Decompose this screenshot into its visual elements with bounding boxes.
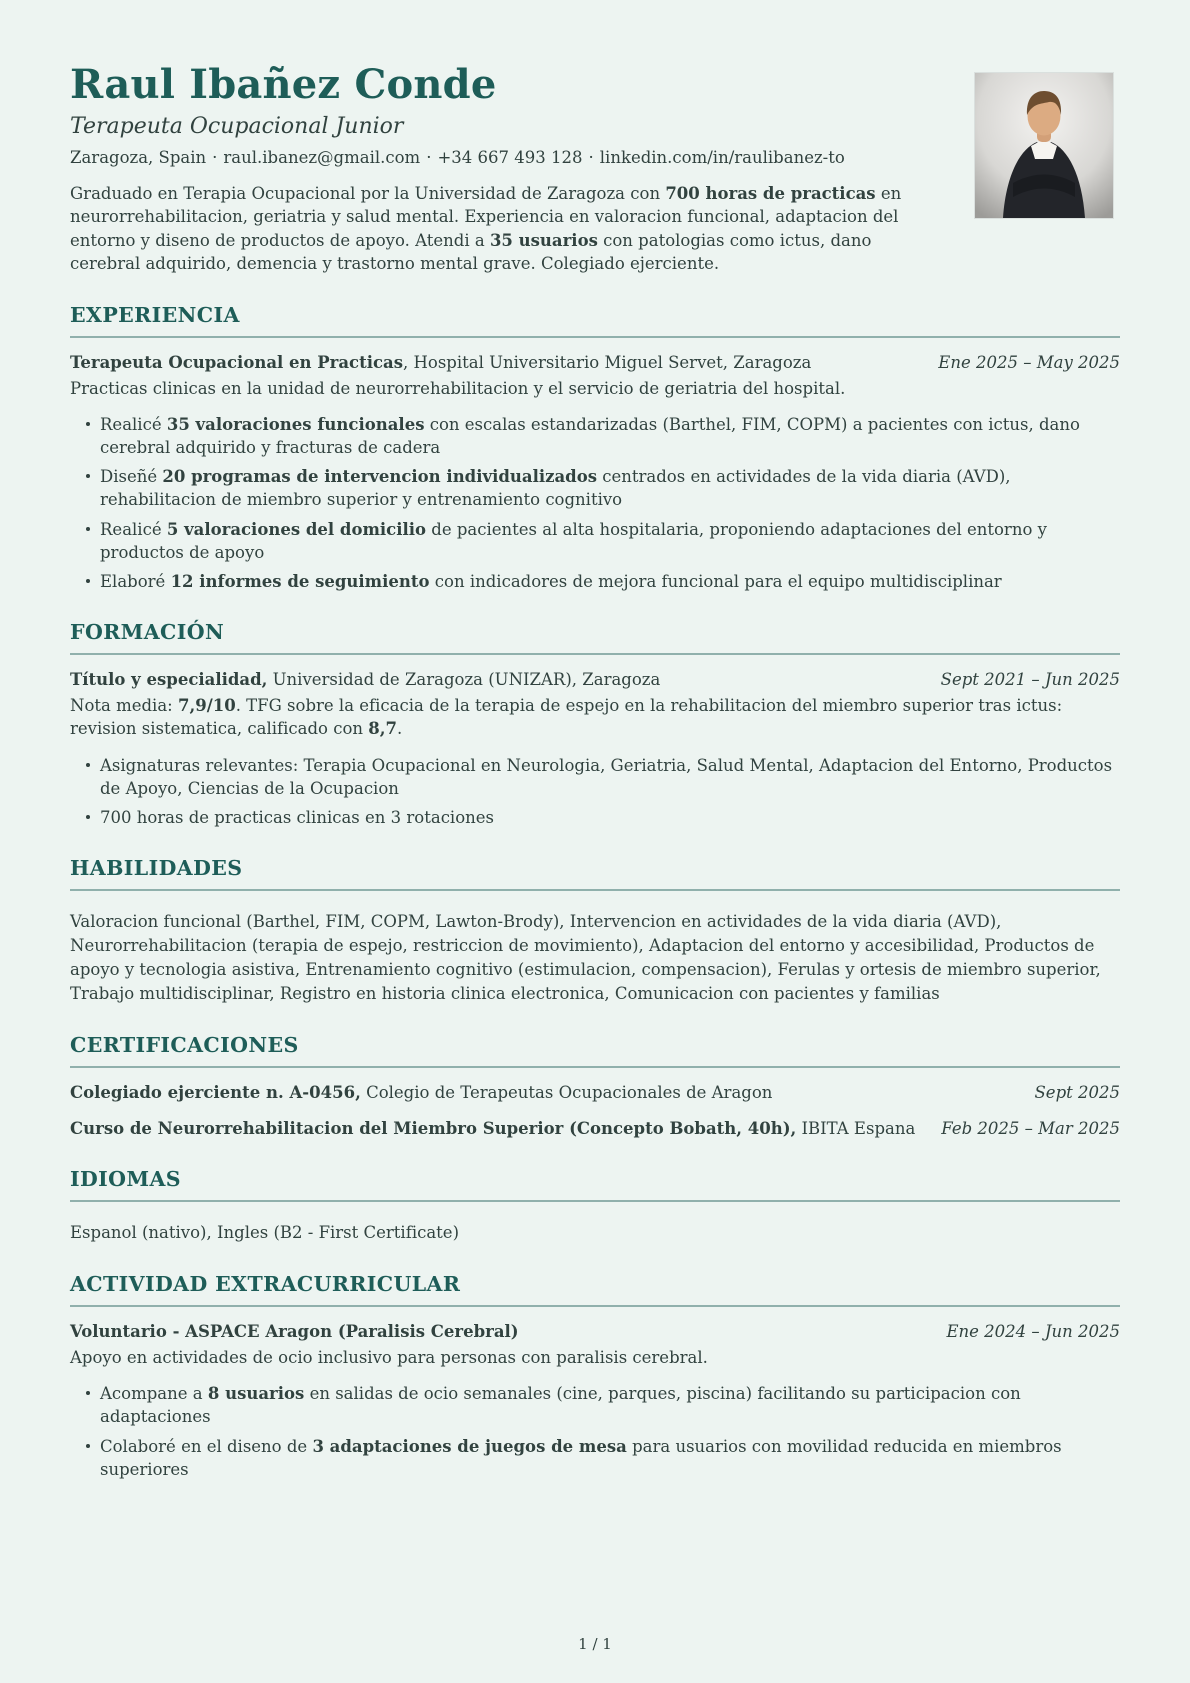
section-formacion: [70, 620, 1120, 829]
section-heading: IDIOMAS: [70, 1167, 1120, 1202]
entry-subtitle: Apoyo en actividades de ocio inclusivo para personas con paralisis cerebral.: [70, 1347, 708, 1367]
bullet-item: Realicé 35 valoraciones funcionales con escalas estandarizadas (Barthel, FIM, COPM) a pacientes con ictus, dano cerebral adquirido y fracturas de cadera: [70, 413, 1120, 459]
contact-line: [70, 148, 1120, 167]
entry-date: Ene 2024 – Jun 2025: [946, 1321, 1120, 1341]
section-heading: CERTIFICACIONES: [70, 1033, 1120, 1068]
bullet-list: [70, 1382, 1120, 1480]
volunteer-entry: [70, 1320, 1120, 1481]
entry-title: Terapeuta Ocupacional en Practicas, Hospital Universitario Miguel Servet, Zaragoza: [70, 352, 812, 372]
profile-photo-image: [975, 73, 1113, 218]
certification-entry: [70, 1117, 1120, 1140]
page-number: 1 / 1: [578, 1635, 612, 1653]
entry-date: Sept 2021 – Jun 2025: [940, 669, 1120, 689]
section-heading: EXPERIENCIA: [70, 303, 1120, 338]
entry-subtitle: Practicas clinicas en la unidad de neurorrehabilitacion y el servicio de geriatria del hospital.: [70, 378, 846, 398]
separator-dot: ·: [426, 148, 432, 167]
languages-paragraph: Espanol (nativo), Ingles (B2 - First Certificate): [70, 1222, 460, 1242]
person-name: Raul Ibañez Conde: [70, 61, 497, 108]
bullet-item: Acompane a 8 usuarios en salidas de ocio semanales (cine, parques, piscina) facilitando su participacion con adaptaciones: [70, 1382, 1120, 1428]
bullet-item: Colaboré en el diseno de 3 adaptaciones de juegos de mesa para usuarios con movilidad reducida en miembros superiores: [70, 1435, 1120, 1481]
section-heading: HABILIDADES: [70, 856, 1120, 891]
entry-header: [70, 668, 1120, 691]
separator-dot: ·: [212, 148, 218, 167]
bullet-item: Diseñé 20 programas de intervencion individualizados centrados en actividades de la vida diaria (AVD), rehabilitacion de miembro superior y entrenamiento cognitivo: [70, 465, 1120, 511]
bullet-list: [70, 413, 1120, 593]
bullet-list: [70, 754, 1120, 829]
bullet-item: Elaboré 12 informes de seguimiento con indicadores de mejora funcional para el equipo multidisciplinar: [70, 570, 1120, 593]
contact-email[interactable]: raul.ibanez@gmail.com: [223, 148, 421, 167]
separator-dot: ·: [588, 148, 594, 167]
entry-header: [70, 351, 1120, 374]
section-habilidades: [70, 856, 1120, 1006]
bullet-item: 700 horas de practicas clinicas en 3 rotaciones: [70, 806, 1120, 829]
entry-title: Colegiado ejerciente n. A-0456, Colegio de Terapeutas Ocupacionales de Aragon: [70, 1082, 773, 1102]
profile-photo: [975, 73, 1113, 218]
entry-date: Feb 2025 – Mar 2025: [941, 1118, 1120, 1138]
section-certificaciones: [70, 1033, 1120, 1140]
entry-title: Curso de Neurorrehabilitacion del Miembro Superior (Concepto Bobath, 40h), IBITA Espana: [70, 1118, 916, 1138]
entry-title: Voluntario - ASPACE Aragon (Paralisis Cerebral): [70, 1321, 519, 1341]
section-experiencia: [70, 303, 1120, 593]
section-actividad-extracurricular: [70, 1272, 1120, 1481]
header: [70, 61, 1120, 276]
entry-title: Título y especialidad, Universidad de Zaragoza (UNIZAR), Zaragoza: [70, 669, 661, 689]
certification-entry: [70, 1081, 1120, 1104]
summary-paragraph: Graduado en Terapia Ocupacional por la Universidad de Zaragoza con 700 horas de practicas en neurorrehabilitacion, geriatria y salud mental. Experiencia en valoracion funcional, adaptacion del entorno y diseno de productos de apoyo. Atendi a 35 usuarios con patologias como ictus, dano cerebral adquirido, demencia y trastorno mental grave. Colegiado ejerciente.: [70, 184, 902, 274]
bullet-item: Asignaturas relevantes: Terapia Ocupacional en Neurologia, Geriatria, Salud Mental, Adaptacion del Entorno, Productos de Apoyo, Ciencias de la Ocupacion: [70, 754, 1120, 800]
bullet-item: Realicé 5 valoraciones del domicilio de pacientes al alta hospitalaria, proponiendo adaptaciones del entorno y productos de apoyo: [70, 518, 1120, 564]
contact-linkedin[interactable]: linkedin.com/in/raulibanez-to: [599, 148, 845, 167]
entry-date: Ene 2025 – May 2025: [938, 352, 1120, 372]
job-title: Terapeuta Ocupacional Junior: [70, 114, 404, 139]
section-idiomas: [70, 1167, 1120, 1245]
experience-entry: [70, 351, 1120, 593]
contact-location: Zaragoza, Spain: [70, 148, 207, 167]
page-footer: [0, 1635, 1190, 1653]
entry-header: [70, 1320, 1120, 1343]
contact-phone: +34 667 493 128: [437, 148, 583, 167]
entry-date: Sept 2025: [1034, 1082, 1120, 1102]
section-heading: FORMACIÓN: [70, 620, 1120, 655]
section-heading: ACTIVIDAD EXTRACURRICULAR: [70, 1272, 1120, 1307]
education-entry: [70, 668, 1120, 829]
entry-subtitle: Nota media: 7,9/10. TFG sobre la eficacia de la terapia de espejo en la rehabilitacion del miembro superior tras ictus: revision sistematica, calificado con 8,7.: [70, 695, 1063, 739]
skills-paragraph: Valoracion funcional (Barthel, FIM, COPM, Lawton-Brody), Intervencion en actividades de la vida diaria (AVD), Neurorrehabilitacion (terapia de espejo, restriccion de movimiento), Adaptacion del entorno y accesibilidad, Productos de apoyo y tecnologia asistiva, Entrenamiento cognitivo (estimulacion, compensacion), Ferulas y ortesis de miembro superior, Trabajo multidisciplinar, Registro en historia clinica electronica, Comunicacion con pacientes y familias: [70, 912, 1101, 1003]
